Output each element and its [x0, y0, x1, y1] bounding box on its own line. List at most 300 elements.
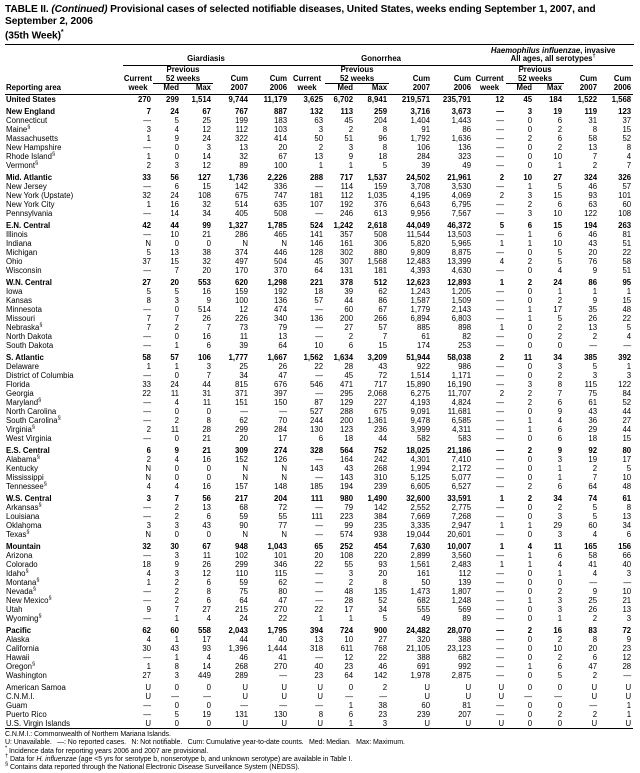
value-cell: 20 — [239, 433, 248, 443]
value-cell: 159 — [234, 286, 248, 296]
current-label: Current — [123, 74, 153, 84]
column-group-haemophilus — [473, 47, 633, 66]
value-cell: 79 — [344, 502, 354, 512]
value-cell: 20 — [378, 568, 388, 578]
value-cell: 130 — [310, 424, 324, 434]
value-cell: 274 — [274, 445, 288, 455]
title-footnote-marker: * — [60, 29, 64, 36]
reporting-area-cell: North Dakota — [6, 331, 52, 341]
footnote-star: * Incidence data for reporting years 2006 and 2007 are provisional. — [5, 745, 209, 755]
value-cell: 192 — [340, 199, 354, 209]
title-text: Provisional cases of selected notifiable diseases, United States, weeks ending September 1, 2007, and September 2, 2006 — [5, 4, 596, 27]
value-cell: 4,193 — [410, 397, 431, 407]
table-row — [5, 305, 633, 314]
value-cell: 13 — [278, 331, 288, 341]
value-cell: 6 — [348, 709, 354, 719]
value-cell: 307 — [340, 256, 354, 266]
value-cell: 33 — [142, 379, 151, 389]
value-cell: — — [496, 379, 505, 389]
value-cell: 0 — [174, 682, 179, 692]
value-cell: 33,591 — [447, 493, 472, 503]
value-cell: 555 — [417, 604, 431, 614]
table-row — [5, 125, 633, 134]
value-cell: 3,999 — [410, 424, 431, 434]
value-cell: U — [625, 691, 632, 701]
value-cell: 295 — [340, 388, 354, 398]
value-cell: 7,268 — [451, 511, 472, 521]
value-cell: 58 — [142, 352, 151, 362]
table-row — [5, 482, 633, 491]
value-cell: 6 — [557, 550, 563, 560]
value-cell: 129 — [340, 397, 354, 407]
value-cell: 32 — [142, 190, 151, 200]
value-cell: 6 — [557, 199, 563, 209]
value-cell: 284 — [274, 424, 288, 434]
value-cell: 0 — [527, 247, 533, 257]
value-cell: 123 — [340, 424, 354, 434]
previous-label: Previous — [166, 65, 200, 75]
value-cell: 55 — [344, 559, 354, 569]
value-cell: — — [240, 700, 248, 710]
value-cell: 13 — [239, 142, 248, 152]
table-row — [5, 416, 633, 425]
value-cell: 0 — [174, 472, 179, 482]
value-cell: 17 — [553, 304, 563, 314]
value-cell: — — [496, 406, 505, 416]
value-cell: 28 — [202, 424, 211, 434]
value-cell: 17 — [344, 604, 354, 614]
value-cell: 1 — [146, 661, 151, 671]
value-cell: 9 — [592, 265, 598, 275]
value-cell: — — [496, 433, 505, 443]
value-cell: 414 — [274, 133, 288, 143]
value-cell: 0 — [527, 370, 533, 380]
value-cell: 0 — [206, 406, 211, 416]
reporting-area-cell: Indiana — [6, 238, 32, 248]
value-cell: 111 — [311, 511, 324, 521]
value-cell: 55 — [278, 511, 288, 521]
value-cell: 11 — [170, 424, 179, 434]
value-cell: — — [496, 397, 505, 407]
value-cell: 184 — [549, 94, 563, 104]
group-title-italic: Haemophilus influenzae — [490, 45, 581, 55]
value-cell: 15,890 — [406, 379, 431, 389]
value-cell: 15 — [170, 256, 179, 266]
value-cell: — — [496, 208, 505, 218]
value-cell: 8 — [206, 586, 211, 596]
value-cell: 7,669 — [410, 511, 431, 521]
value-cell: — — [315, 454, 324, 464]
value-cell: 374 — [234, 247, 248, 257]
cum-label: Cum — [230, 74, 248, 84]
value-cell: — — [143, 652, 151, 662]
value-cell: 15 — [622, 124, 632, 134]
value-cell: 0 — [557, 577, 563, 587]
value-cell: 27 — [553, 172, 563, 182]
value-cell: 0 — [527, 586, 533, 596]
value-cell: 9 — [592, 295, 598, 305]
value-cell: 28,070 — [447, 625, 472, 635]
value-cell: 93 — [202, 643, 211, 653]
value-cell: 38 — [202, 247, 211, 257]
header-group-row — [5, 47, 633, 66]
value-cell: 61 — [588, 397, 598, 407]
value-cell: 392 — [618, 352, 632, 362]
value-cell: 1,205 — [451, 286, 472, 296]
value-cell: 46 — [239, 652, 248, 662]
group-subtitle: All ages, all serotypes — [510, 54, 593, 64]
table-row — [5, 332, 633, 341]
table-row — [5, 341, 633, 350]
value-cell: — — [623, 670, 632, 680]
value-cell: 6 — [318, 433, 324, 443]
value-cell: 10 — [622, 472, 632, 482]
value-cell: 28 — [622, 661, 632, 671]
value-cell: 66 — [622, 550, 632, 560]
value-cell: 524 — [310, 220, 324, 230]
value-cell: 44 — [202, 379, 211, 389]
value-cell: 15 — [622, 295, 632, 305]
value-cell: — — [496, 568, 505, 578]
value-cell: — — [143, 550, 151, 560]
value-cell: 17 — [278, 433, 288, 443]
value-cell: 1,242 — [333, 220, 354, 230]
year-2006-label: 2006 — [432, 84, 473, 95]
value-cell: 10,007 — [447, 541, 472, 551]
value-cell: 12,483 — [406, 256, 431, 266]
value-cell: 57 — [170, 352, 179, 362]
value-cell: 57 — [622, 181, 632, 191]
reporting-area-cell: Maryland§ — [6, 397, 42, 407]
value-cell: 6 — [174, 181, 179, 191]
value-cell: 16 — [202, 331, 211, 341]
value-cell: 5 — [626, 322, 632, 332]
value-cell: 5,965 — [451, 238, 472, 248]
header-units-row — [5, 84, 633, 95]
value-cell: 19,044 — [406, 529, 431, 539]
value-cell: — — [203, 691, 211, 701]
value-cell: 286 — [234, 229, 248, 239]
value-cell: — — [496, 286, 505, 296]
value-cell: 2 — [499, 190, 505, 200]
value-cell: 0 — [174, 151, 179, 161]
value-cell: 51 — [622, 265, 632, 275]
value-cell: 5 — [557, 256, 563, 266]
value-cell: 9 — [592, 586, 598, 596]
value-cell: 1 — [557, 568, 563, 578]
value-cell: 136 — [458, 142, 472, 152]
value-cell: 32 — [239, 151, 248, 161]
table-row — [5, 371, 633, 380]
value-cell: — — [524, 691, 533, 701]
value-cell: 122 — [618, 379, 632, 389]
value-cell: 142 — [234, 181, 248, 191]
value-cell: 16 — [170, 199, 179, 209]
value-cell: 6 — [206, 511, 211, 521]
value-cell: 164 — [340, 454, 354, 464]
value-cell: 1 — [499, 238, 505, 248]
value-cell: 4 — [206, 652, 211, 662]
value-cell: 1 — [348, 718, 354, 728]
value-cell: 8 — [626, 502, 632, 512]
value-cell: 992 — [458, 661, 472, 671]
value-cell: 6,894 — [410, 313, 431, 323]
value-cell: 1,509 — [451, 295, 472, 305]
table-row — [5, 104, 633, 116]
value-cell: 3 — [348, 142, 354, 152]
value-cell: 0 — [174, 142, 179, 152]
value-cell: 24 — [170, 190, 179, 200]
value-cell: 220 — [374, 550, 388, 560]
value-cell: 0 — [174, 304, 179, 314]
value-cell: 13 — [622, 604, 632, 614]
value-cell: 0 — [527, 160, 533, 170]
value-cell: — — [345, 691, 354, 701]
table-row — [5, 323, 633, 332]
value-cell: — — [589, 340, 598, 350]
value-cell: 0 — [206, 472, 211, 482]
value-cell: — — [496, 577, 505, 587]
reporting-area-cell: Kentucky — [6, 463, 39, 473]
table-row — [5, 350, 633, 362]
value-cell: — — [315, 577, 324, 587]
value-cell: 20 — [588, 247, 598, 257]
value-cell: — — [589, 577, 598, 587]
value-cell: — — [496, 604, 505, 614]
reporting-area-header: Reporting area — [5, 84, 123, 95]
value-cell: — — [496, 661, 505, 671]
value-cell: 3 — [527, 379, 533, 389]
value-cell: 29 — [553, 520, 563, 530]
value-cell: — — [496, 634, 505, 644]
value-cell: 2 — [174, 595, 179, 605]
reporting-area-cell: Delaware — [6, 361, 39, 371]
value-cell: 10 — [553, 208, 563, 218]
value-cell: 34 — [202, 208, 211, 218]
value-cell: 767 — [234, 106, 248, 116]
value-cell: 5 — [557, 247, 563, 257]
value-cell: 405 — [234, 208, 248, 218]
value-cell: 1 — [527, 550, 533, 560]
value-cell: 2 — [146, 454, 151, 464]
value-cell: 12 — [239, 304, 248, 314]
table-row — [5, 266, 633, 275]
table-row — [5, 662, 633, 671]
value-cell: 1 — [499, 541, 505, 551]
value-cell: 58 — [588, 133, 598, 143]
value-cell: 1 — [499, 559, 505, 569]
value-cell: 48 — [344, 586, 354, 596]
value-cell: — — [315, 472, 324, 482]
value-cell: 139 — [458, 577, 472, 587]
value-cell: 1,807 — [451, 586, 472, 596]
value-cell: 31 — [202, 388, 211, 398]
value-cell: 64 — [344, 670, 354, 680]
reporting-area-cell: Montana§ — [6, 577, 40, 587]
value-cell: — — [496, 160, 505, 170]
value-cell: 898 — [458, 322, 472, 332]
value-cell: 86 — [378, 295, 388, 305]
value-cell: 25 — [239, 361, 248, 371]
value-cell: 376 — [374, 199, 388, 209]
value-cell: 2,899 — [410, 550, 431, 560]
value-cell: 11,544 — [406, 229, 431, 239]
reporting-area-cell: South Dakota — [6, 340, 54, 350]
value-cell: — — [143, 613, 151, 623]
value-cell: 4 — [557, 559, 563, 569]
value-cell: 40 — [278, 634, 288, 644]
value-cell: 2 — [146, 160, 151, 170]
previous-label: Previous — [518, 65, 552, 75]
value-cell: 44 — [344, 295, 354, 305]
value-cell: 0 — [557, 700, 563, 710]
value-cell: 47 — [588, 661, 598, 671]
value-cell: — — [496, 595, 505, 605]
value-cell: 23 — [314, 670, 324, 680]
value-cell: 235,791 — [442, 94, 472, 104]
value-cell: — — [554, 691, 563, 701]
value-cell: 3 — [382, 718, 388, 728]
value-cell: 27 — [344, 322, 354, 332]
value-cell: — — [496, 424, 505, 434]
value-cell: — — [496, 340, 505, 350]
reporting-area-cell: Illinois — [6, 229, 28, 239]
value-cell: 236 — [374, 424, 388, 434]
reporting-area-cell: Alaska — [6, 634, 30, 644]
value-cell: 122 — [584, 208, 598, 218]
value-cell: 558 — [197, 625, 211, 635]
value-cell: 384 — [374, 511, 388, 521]
value-cell: 948 — [234, 541, 248, 551]
value-cell: 1 — [626, 709, 632, 719]
value-cell: 2,143 — [451, 304, 472, 314]
value-cell: 1 — [318, 613, 324, 623]
reporting-area-cell: Arizona — [6, 550, 33, 560]
value-cell: 239 — [374, 481, 388, 491]
value-cell: — — [496, 550, 505, 560]
value-cell: — — [143, 208, 151, 218]
value-cell: 2 — [557, 322, 563, 332]
value-cell: — — [496, 652, 505, 662]
value-cell: 2 — [527, 625, 533, 635]
value-cell: 324 — [584, 172, 598, 182]
title-prefix: TABLE II. — [5, 4, 52, 15]
value-cell: 51 — [344, 133, 354, 143]
value-cell: 7 — [206, 370, 211, 380]
value-cell: 0 — [557, 682, 563, 692]
value-cell: — — [496, 643, 505, 653]
value-cell: 5,820 — [410, 238, 431, 248]
value-cell: 12,893 — [447, 277, 472, 287]
value-cell: 1 — [527, 424, 533, 434]
value-cell: 4 — [527, 541, 533, 551]
value-cell: 3 — [527, 106, 533, 116]
value-cell: 3 — [174, 295, 179, 305]
value-cell: 1 — [174, 634, 179, 644]
value-cell: 107 — [310, 199, 324, 209]
value-cell: 1,779 — [410, 304, 431, 314]
value-cell: 7 — [146, 313, 151, 323]
value-cell: 43 — [378, 361, 388, 371]
value-cell: 1,396 — [228, 643, 248, 653]
value-cell: 60 — [344, 304, 354, 314]
value-cell: 1 — [318, 160, 324, 170]
value-cell: 115 — [584, 379, 598, 389]
value-cell: U — [145, 682, 151, 692]
table-row — [5, 209, 633, 218]
value-cell: 45 — [344, 115, 354, 125]
value-cell: 20 — [314, 550, 324, 560]
value-cell: 3 — [557, 595, 563, 605]
value-cell: 2 — [527, 199, 533, 209]
value-cell: 100 — [234, 295, 248, 305]
value-cell: 635 — [274, 199, 288, 209]
value-cell: 25 — [588, 595, 598, 605]
value-cell: U — [281, 718, 288, 728]
value-cell: 28 — [344, 361, 354, 371]
reporting-area-cell: Pacific — [6, 625, 32, 635]
value-cell: 346 — [274, 559, 288, 569]
value-cell: 1 — [527, 238, 533, 248]
footnote-dagger-marker: † — [5, 753, 9, 760]
value-cell: U — [465, 718, 472, 728]
value-cell: 11 — [553, 541, 563, 551]
value-cell: 1,327 — [228, 220, 248, 230]
value-cell: 18 — [314, 286, 324, 296]
value-cell: 16 — [202, 481, 211, 491]
reporting-area-cell: Nebraska§ — [6, 322, 43, 332]
value-cell: 8 — [592, 634, 598, 644]
value-cell: 25 — [202, 115, 211, 125]
value-cell: 0 — [174, 718, 179, 728]
value-cell: 22 — [314, 361, 324, 371]
value-cell: 130 — [274, 709, 288, 719]
value-cell: 318 — [310, 643, 324, 653]
value-cell: 474 — [274, 304, 288, 314]
value-cell: 13 — [170, 247, 179, 257]
value-cell: 1,537 — [367, 172, 388, 182]
value-cell: 15 — [622, 433, 632, 443]
reporting-area-cell: U.S. Virgin Islands — [6, 718, 70, 728]
reporting-area-cell: United States — [6, 94, 56, 104]
reporting-area-cell: Louisiana — [6, 511, 40, 521]
value-cell: 84 — [622, 388, 632, 398]
value-cell: — — [240, 406, 248, 416]
table-row — [5, 200, 633, 209]
value-cell: 1 — [527, 520, 533, 530]
value-cell: N — [242, 529, 248, 539]
value-cell: 8,875 — [451, 247, 472, 257]
value-cell: 14 — [170, 208, 179, 218]
reporting-area-cell: Connecticut — [6, 115, 48, 125]
value-cell: 142 — [374, 502, 388, 512]
value-cell: 27 — [142, 277, 151, 287]
value-cell: 2 — [146, 424, 151, 434]
value-cell: 378 — [340, 277, 354, 287]
value-cell: 62 — [142, 625, 151, 635]
value-cell: 13 — [588, 142, 598, 152]
value-cell: 3 — [557, 529, 563, 539]
value-cell: 268 — [234, 661, 248, 671]
value-cell: 207 — [458, 709, 472, 719]
value-cell: 2 — [557, 709, 563, 719]
value-cell: 388 — [417, 652, 431, 662]
value-cell: 2 — [174, 502, 179, 512]
value-cell: 2 — [557, 370, 563, 380]
value-cell: 583 — [458, 433, 472, 443]
value-cell: 0 — [527, 295, 533, 305]
value-cell: 131 — [340, 265, 354, 275]
